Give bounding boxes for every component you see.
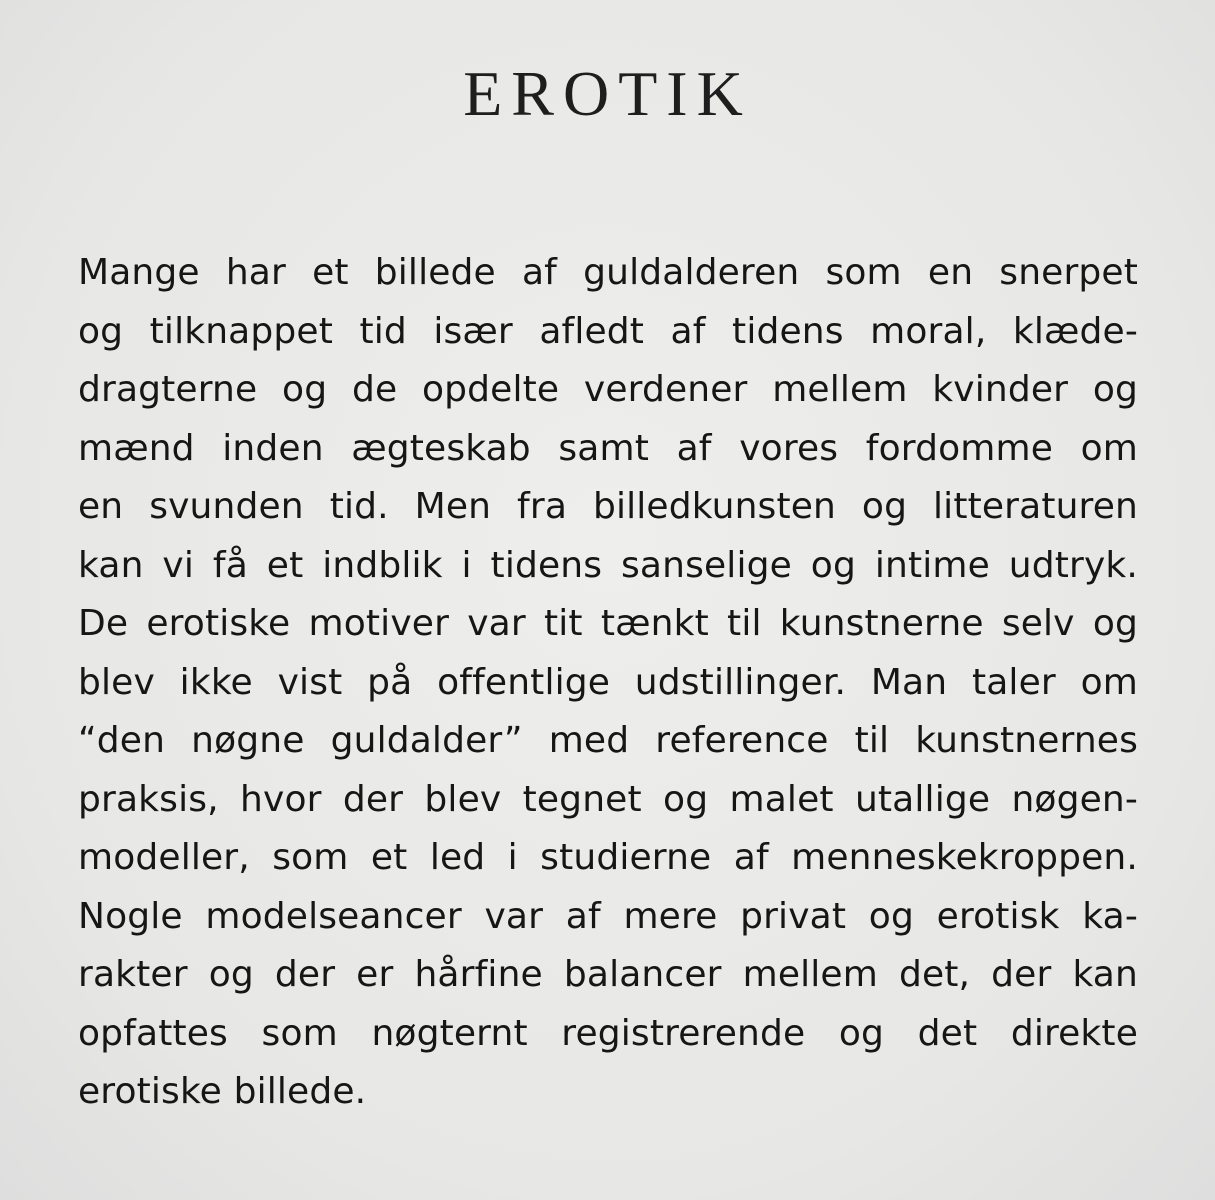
page-title: EROTIK xyxy=(463,58,752,129)
paragraph-line: modeller, som et led i studierne af menneskekroppen. xyxy=(78,837,1138,878)
paragraph-line: opfattes som nøgternt registrerende og det direkte xyxy=(78,1012,1138,1054)
paragraph-line: en svunden tid. Men fra billedkunsten og litteraturen xyxy=(78,486,1138,527)
paragraph-line: og tilknappet tid især afledt af tidens moral, klæde- xyxy=(78,310,1138,352)
paragraph-line: De erotiske motiver var tit tænkt til kunstnerne selv og xyxy=(78,603,1138,644)
paragraph-line: praksis, hvor der blev tegnet og malet utallige nøgen- xyxy=(78,778,1138,820)
paragraph-line: rakter og der er hårfine balancer mellem det, der kan xyxy=(78,954,1138,995)
paragraph-line: kan vi få et indblik i tidens sanselige og intime udtryk. xyxy=(78,544,1138,586)
paragraph-line: mænd inden ægteskab samt af vores fordomme om xyxy=(78,427,1138,469)
body-paragraph xyxy=(78,244,1138,1122)
paragraph-line: Mange har et billede af guldalderen som en snerpet xyxy=(78,252,1138,293)
paragraph-line: dragterne og de opdelte verdener mellem kvinder og xyxy=(78,369,1138,410)
paragraph-line: “den nøgne guldalder” med reference til kunstnernes xyxy=(78,720,1138,761)
paragraph-line: blev ikke vist på offentlige udstillinger. Man taler om xyxy=(78,661,1138,703)
paragraph-line: erotiske billede. xyxy=(78,1071,367,1112)
paragraph-line: Nogle modelseancer var af mere privat og erotisk ka- xyxy=(78,895,1138,937)
